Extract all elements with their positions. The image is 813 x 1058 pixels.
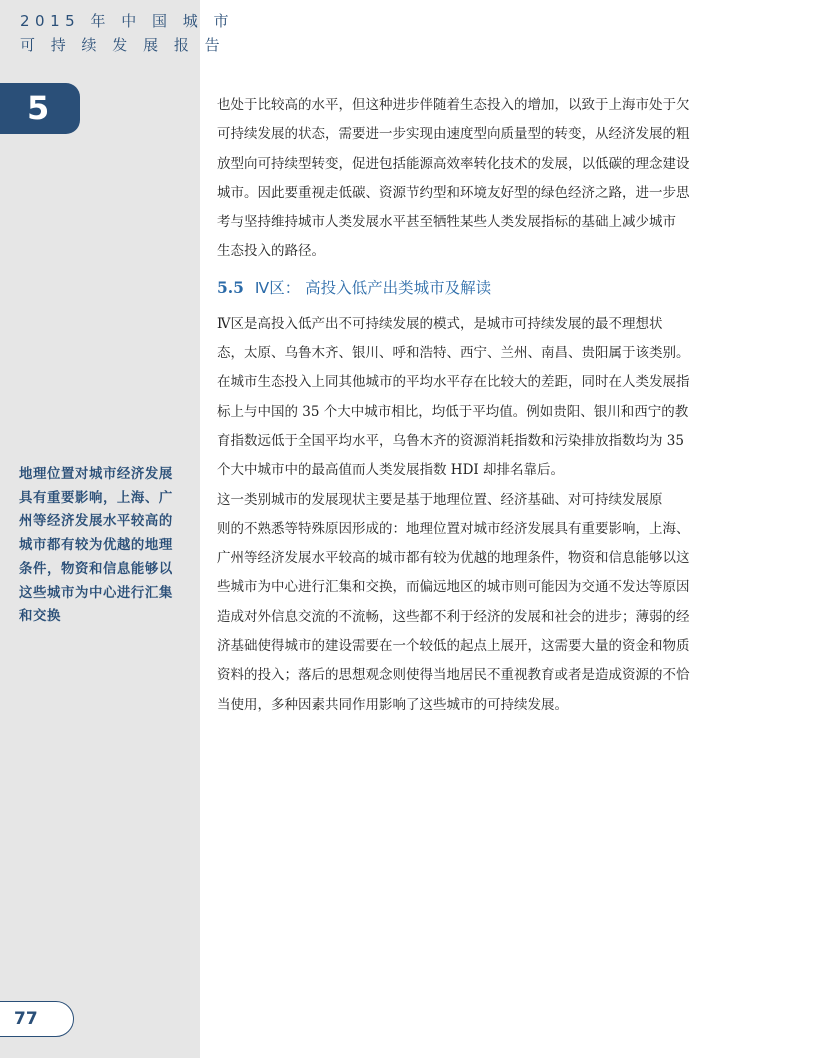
section-heading — [217, 274, 742, 302]
page-number: 77 — [14, 1009, 38, 1029]
paragraph-1 — [217, 310, 742, 486]
report-title-line: 可 持 续 发 展 报 告 — [20, 36, 226, 54]
margin-note-line: 条件，物资和信息能够以 — [19, 561, 173, 577]
text-line: 育指数远低于全国平均水平，乌鲁木齐的资源消耗指数和污染排放指数均为 35 — [217, 432, 684, 449]
section-number: 5.5 — [217, 277, 244, 297]
chapter-number: 5 — [27, 89, 50, 127]
section-title: Ⅳ区： 高投入低产出类城市及解读 — [254, 278, 492, 297]
text-line: 考与坚持维持城市人类发展水平甚至牺牲某些人类发展指标的基础上减少城市 — [217, 214, 676, 231]
text-line: 标上与中国的 35 个大中城市相比，均低于平均值。例如贵阳、银川和西宁的教 — [217, 403, 689, 420]
text-line: Ⅳ区是高投入低产出不可持续发展的模式，是城市可持续发展的最不理想状 — [217, 315, 663, 332]
margin-note-line: 地理位置对城市经济发展 — [19, 467, 173, 482]
text-line: 济基础使得城市的建设需要在一个较低的起点上展开，这需要大量的资金和物质 — [217, 638, 690, 655]
text-line: 可持续发展的状态，需要进一步实现由速度型向质量型的转变，从经济发展的粗 — [217, 126, 690, 143]
text-line: 生态投入的路径。 — [217, 243, 325, 260]
text-line: 这一类别城市的发展现状主要是基于地理位置、经济基础、对可持续发展原 — [217, 491, 663, 508]
margin-note-line: 城市都有较为优越的地理 — [19, 538, 173, 554]
text-line: 也处于比较高的水平，但这种进步伴随着生态投入的增加，以致于上海市处于欠 — [217, 97, 690, 113]
text-line: 当使用，多种因素共同作用影响了这些城市的可持续发展。 — [217, 696, 568, 713]
margin-note-line: 和交换 — [19, 609, 61, 625]
text-line: 资料的投入；落后的思想观念则使得当地居民不重视教育或者是造成资源的不恰 — [217, 667, 690, 684]
text-line: 则的不熟悉等特殊原因形成的：地理位置对城市经济发展具有重要影响，上海、 — [217, 520, 690, 537]
margin-note — [19, 463, 191, 629]
intro-paragraph — [217, 91, 742, 267]
body-text — [217, 91, 742, 720]
report-title — [20, 9, 235, 57]
margin-note-line: 这些城市为中心进行汇集 — [19, 585, 173, 601]
text-line: 广州等经济发展水平较高的城市都有较为优越的地理条件，物资和信息能够以这 — [217, 550, 690, 567]
text-line: 态，太原、乌鲁木齐、银川、呼和浩特、西宁、兰州、南昌、贵阳属于该类别。 — [217, 345, 690, 362]
text-line: 造成对外信息交流的不流畅，这些都不利于经济的发展和社会的进步；薄弱的经 — [217, 608, 690, 625]
paragraph-2 — [217, 486, 742, 720]
margin-note-line: 具有重要影响，上海、广 — [19, 490, 173, 506]
margin-note-line: 州等经济发展水平较高的 — [19, 514, 173, 530]
text-line: 在城市生态投入上同其他城市的平均水平存在比较大的差距，同时在人类发展指 — [217, 374, 690, 391]
text-line: 些城市为中心进行汇集和交换，而偏远地区的城市则可能因为交通不发达等原因 — [217, 579, 690, 596]
report-title-line: 2015 年 中 国 城 市 — [20, 12, 235, 30]
text-line: 个大中城市中的最高值而人类发展指数 HDI 却排名靠后。 — [217, 462, 565, 479]
text-line: 城市。因此要重视走低碳、资源节约型和环境友好型的绿色经济之路，进一步思 — [217, 184, 690, 201]
text-line: 放型向可持续型转变，促进包括能源高效率转化技术的发展，以低碳的理念建设 — [217, 155, 690, 172]
